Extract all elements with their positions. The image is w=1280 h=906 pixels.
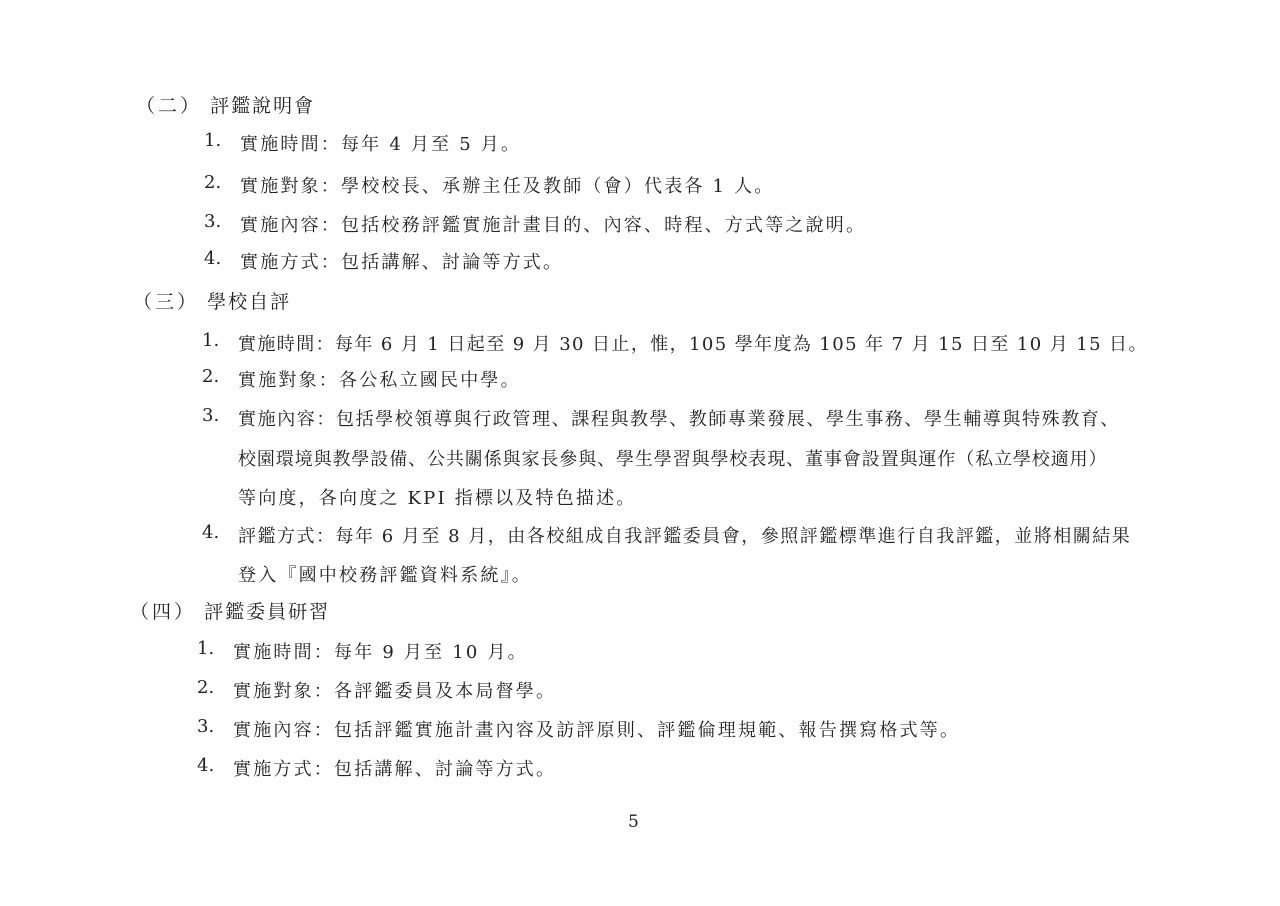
item-text: 實施方式：包括講解、討論等方式。 [240,252,564,273]
item-text: 實施對象：各評鑑委員及本局督學。 [233,681,557,702]
item-number: 2. [197,677,215,698]
list-item [204,172,775,198]
section-heading [136,91,315,118]
list-item [197,677,557,703]
section-title: 學校自評 [207,291,292,313]
list-item [202,405,1120,431]
item-number: 2. [202,366,220,387]
item-text: 實施時間：每年 9 月至 10 月。 [233,642,528,663]
item-number: 1. [202,330,220,351]
item-text: 實施內容：包括評鑑實施計畫內容及訪評原則、評鑑倫理規範、報告撰寫格式等。 [233,720,961,741]
item-number: 3. [204,211,222,232]
section-title: 評鑑委員研習 [204,601,331,623]
item-text-continued: 校園環境與教學設備、公共關係與家長參與、學生學習與學校表現、董事會設置與運作（私立學校適用） [238,449,1108,470]
list-item [204,211,867,237]
item-text: 實施時間：每年 6 月 1 日起至 9 月 30 日止，惟，105 學年度為 105 年 7 月 15 日至 10 月 15 日。 [238,334,1148,355]
item-number: 4. [202,522,220,543]
list-item [204,130,522,156]
section-heading [130,597,330,624]
section-title: 評鑑說明會 [210,95,316,117]
item-number: 3. [197,716,215,737]
list-item [197,755,557,781]
item-number: 4. [197,755,215,776]
item-number: 4. [204,248,222,269]
item-number: 1. [197,638,215,659]
list-item [197,716,961,742]
item-number: 3. [202,405,220,426]
section-number: （四） [130,601,197,623]
list-item [197,638,528,664]
item-number: 1. [204,130,222,151]
list-item [202,366,521,392]
list-item [202,330,1148,356]
section-number: （三） [133,291,200,313]
item-text-continued: 登入『國中校務評鑑資料系統』。 [238,565,532,586]
item-number: 2. [204,172,222,193]
list-item [202,522,1132,548]
item-text-continued: 等向度，各向度之 KPI 指標以及特色描述。 [238,488,637,509]
page-number: 5 [628,812,639,832]
item-text: 實施對象：各公私立國民中學。 [238,370,521,391]
list-item [204,248,564,274]
item-text: 實施方式：包括講解、討論等方式。 [233,759,557,780]
section-number: （二） [136,95,203,117]
item-text: 實施時間：每年 4 月至 5 月。 [240,134,522,155]
item-text: 實施內容：包括校務評鑑實施計畫目的、內容、時程、方式等之說明。 [240,215,867,236]
item-text: 實施內容：包括學校領導與行政管理、課程與教學、教師專業發展、學生事務、學生輔導與特殊教育、 [238,409,1120,430]
item-text: 實施對象：學校校長、承辦主任及教師（會）代表各 1 人。 [240,176,775,197]
item-text: 評鑑方式：每年 6 月至 8 月，由各校組成自我評鑑委員會，參照評鑑標準進行自我評鑑，並將相關結果 [238,526,1132,547]
section-heading [133,287,291,314]
